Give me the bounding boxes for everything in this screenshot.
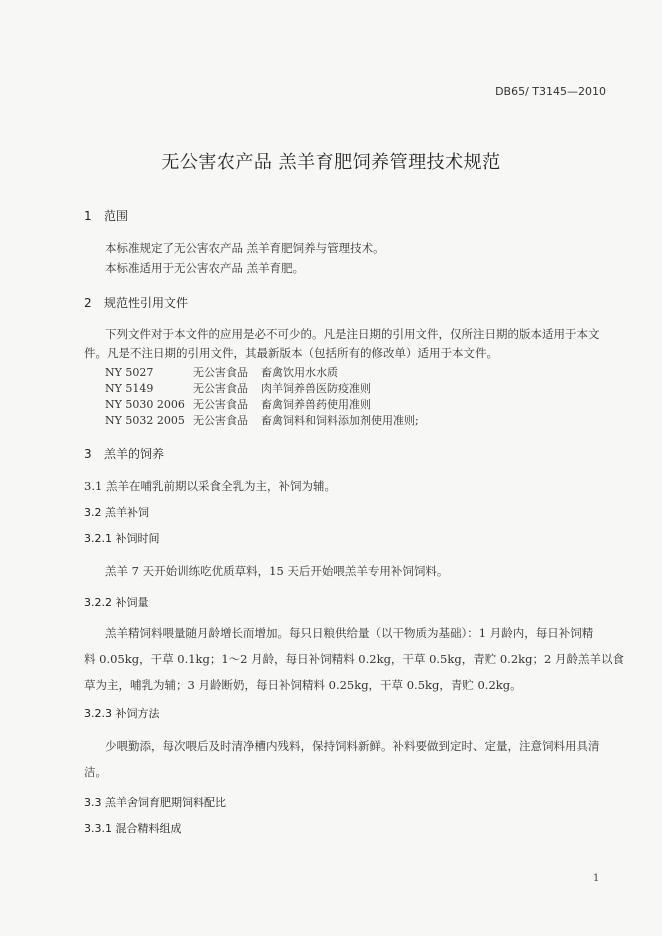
section-number: 1 <box>84 209 92 223</box>
document-number: DB65/ T3145—2010 <box>495 85 606 98</box>
reference-item <box>105 412 419 428</box>
reference-code: NY 5149 <box>105 382 154 395</box>
clause-3-2-2-line-2: 料 0.05kg，干草 0.1kg；1～2 月龄，每日补饲精料 0.2kg，干草 0.5kg，青贮 0.2kg；2 月龄羔羊以食 <box>84 652 624 666</box>
section-number: 2 <box>84 296 92 310</box>
scope-line-1: 本标准规定了无公害农产品 羔羊育肥饲养与管理技术。 <box>105 241 385 255</box>
clause-3-2-3-line-2: 洁。 <box>84 765 107 779</box>
section-number: 3 <box>84 447 92 461</box>
clause-3-2-2-line-3: 草为主，哺乳为辅；3 月龄断奶，每日补饲精料 0.25kg，干草 0.5kg，青贮 0.2kg。 <box>84 678 522 692</box>
section-title: 羔羊的饲养 <box>104 447 165 461</box>
reference-category: 无公害食品 <box>193 398 248 411</box>
section-3-heading <box>84 445 164 462</box>
reference-title: 畜禽饲养兽药使用准则 <box>261 398 371 411</box>
section-title: 范围 <box>104 209 129 223</box>
clause-3-2-1-text: 羔羊 7 天开始训练吃优质草料，15 天后开始喂羔羊专用补饲饲料。 <box>105 564 449 578</box>
references-intro-line-2: 件。凡是不注日期的引用文件，其最新版本（包括所有的修改单）适用于本文件。 <box>84 346 498 360</box>
page-number: 1 <box>593 873 600 884</box>
clause-3-2-heading: 3.2 羔羊补饲 <box>84 506 149 519</box>
clause-3-2-3-heading: 3.2.3 补饲方法 <box>84 707 160 720</box>
reference-category: 无公害食品 <box>193 414 248 427</box>
reference-item <box>105 396 371 412</box>
scope-line-2: 本标准适用于无公害农产品 羔羊育肥。 <box>105 261 305 275</box>
reference-category: 无公害食品 <box>193 366 248 379</box>
clause-3-3-heading: 3.3 羔羊舍饲育肥期饲料配比 <box>84 796 226 809</box>
section-title: 规范性引用文件 <box>104 296 189 310</box>
page-title: 无公害农产品 羔羊育肥饲养管理技术规范 <box>161 152 501 173</box>
section-2-heading <box>84 294 188 311</box>
clause-3-1: 3.1 羔羊在哺乳前期以采食全乳为主，补饲为辅。 <box>84 479 336 493</box>
reference-title: 肉羊饲养兽医防疫准则 <box>261 382 371 395</box>
reference-title: 畜禽饲料和饲料添加剂使用准则; <box>261 414 419 427</box>
reference-item <box>105 364 338 380</box>
clause-3-2-2-line-1: 羔羊精饲料喂量随月龄增长而增加。每只日粮供给量（以干物质为基础）：1 月龄内，每日补饲精 <box>105 626 594 640</box>
reference-category: 无公害食品 <box>193 382 248 395</box>
section-1-heading <box>84 207 128 224</box>
reference-code: NY 5030 2006 <box>105 398 185 411</box>
reference-code: NY 5032 2005 <box>105 414 185 427</box>
clause-3-2-2-heading: 3.2.2 补饲量 <box>84 596 149 609</box>
references-intro-line-1: 下列文件对于本文件的应用是必不可少的。凡是注日期的引用文件，仅所注日期的版本适用于本文 <box>105 327 600 341</box>
clause-3-2-3-line-1: 少喂勤添，每次喂后及时清净槽内残料，保持饲料新鲜。补料要做到定时、定量，注意饲料用具清 <box>105 739 600 753</box>
reference-item <box>105 380 371 396</box>
clause-3-3-1-heading: 3.3.1 混合精料组成 <box>84 822 182 835</box>
clause-3-2-1-heading: 3.2.1 补饲时间 <box>84 532 160 545</box>
reference-code: NY 5027 <box>105 366 154 379</box>
reference-title: 畜禽饮用水水质 <box>261 366 338 379</box>
